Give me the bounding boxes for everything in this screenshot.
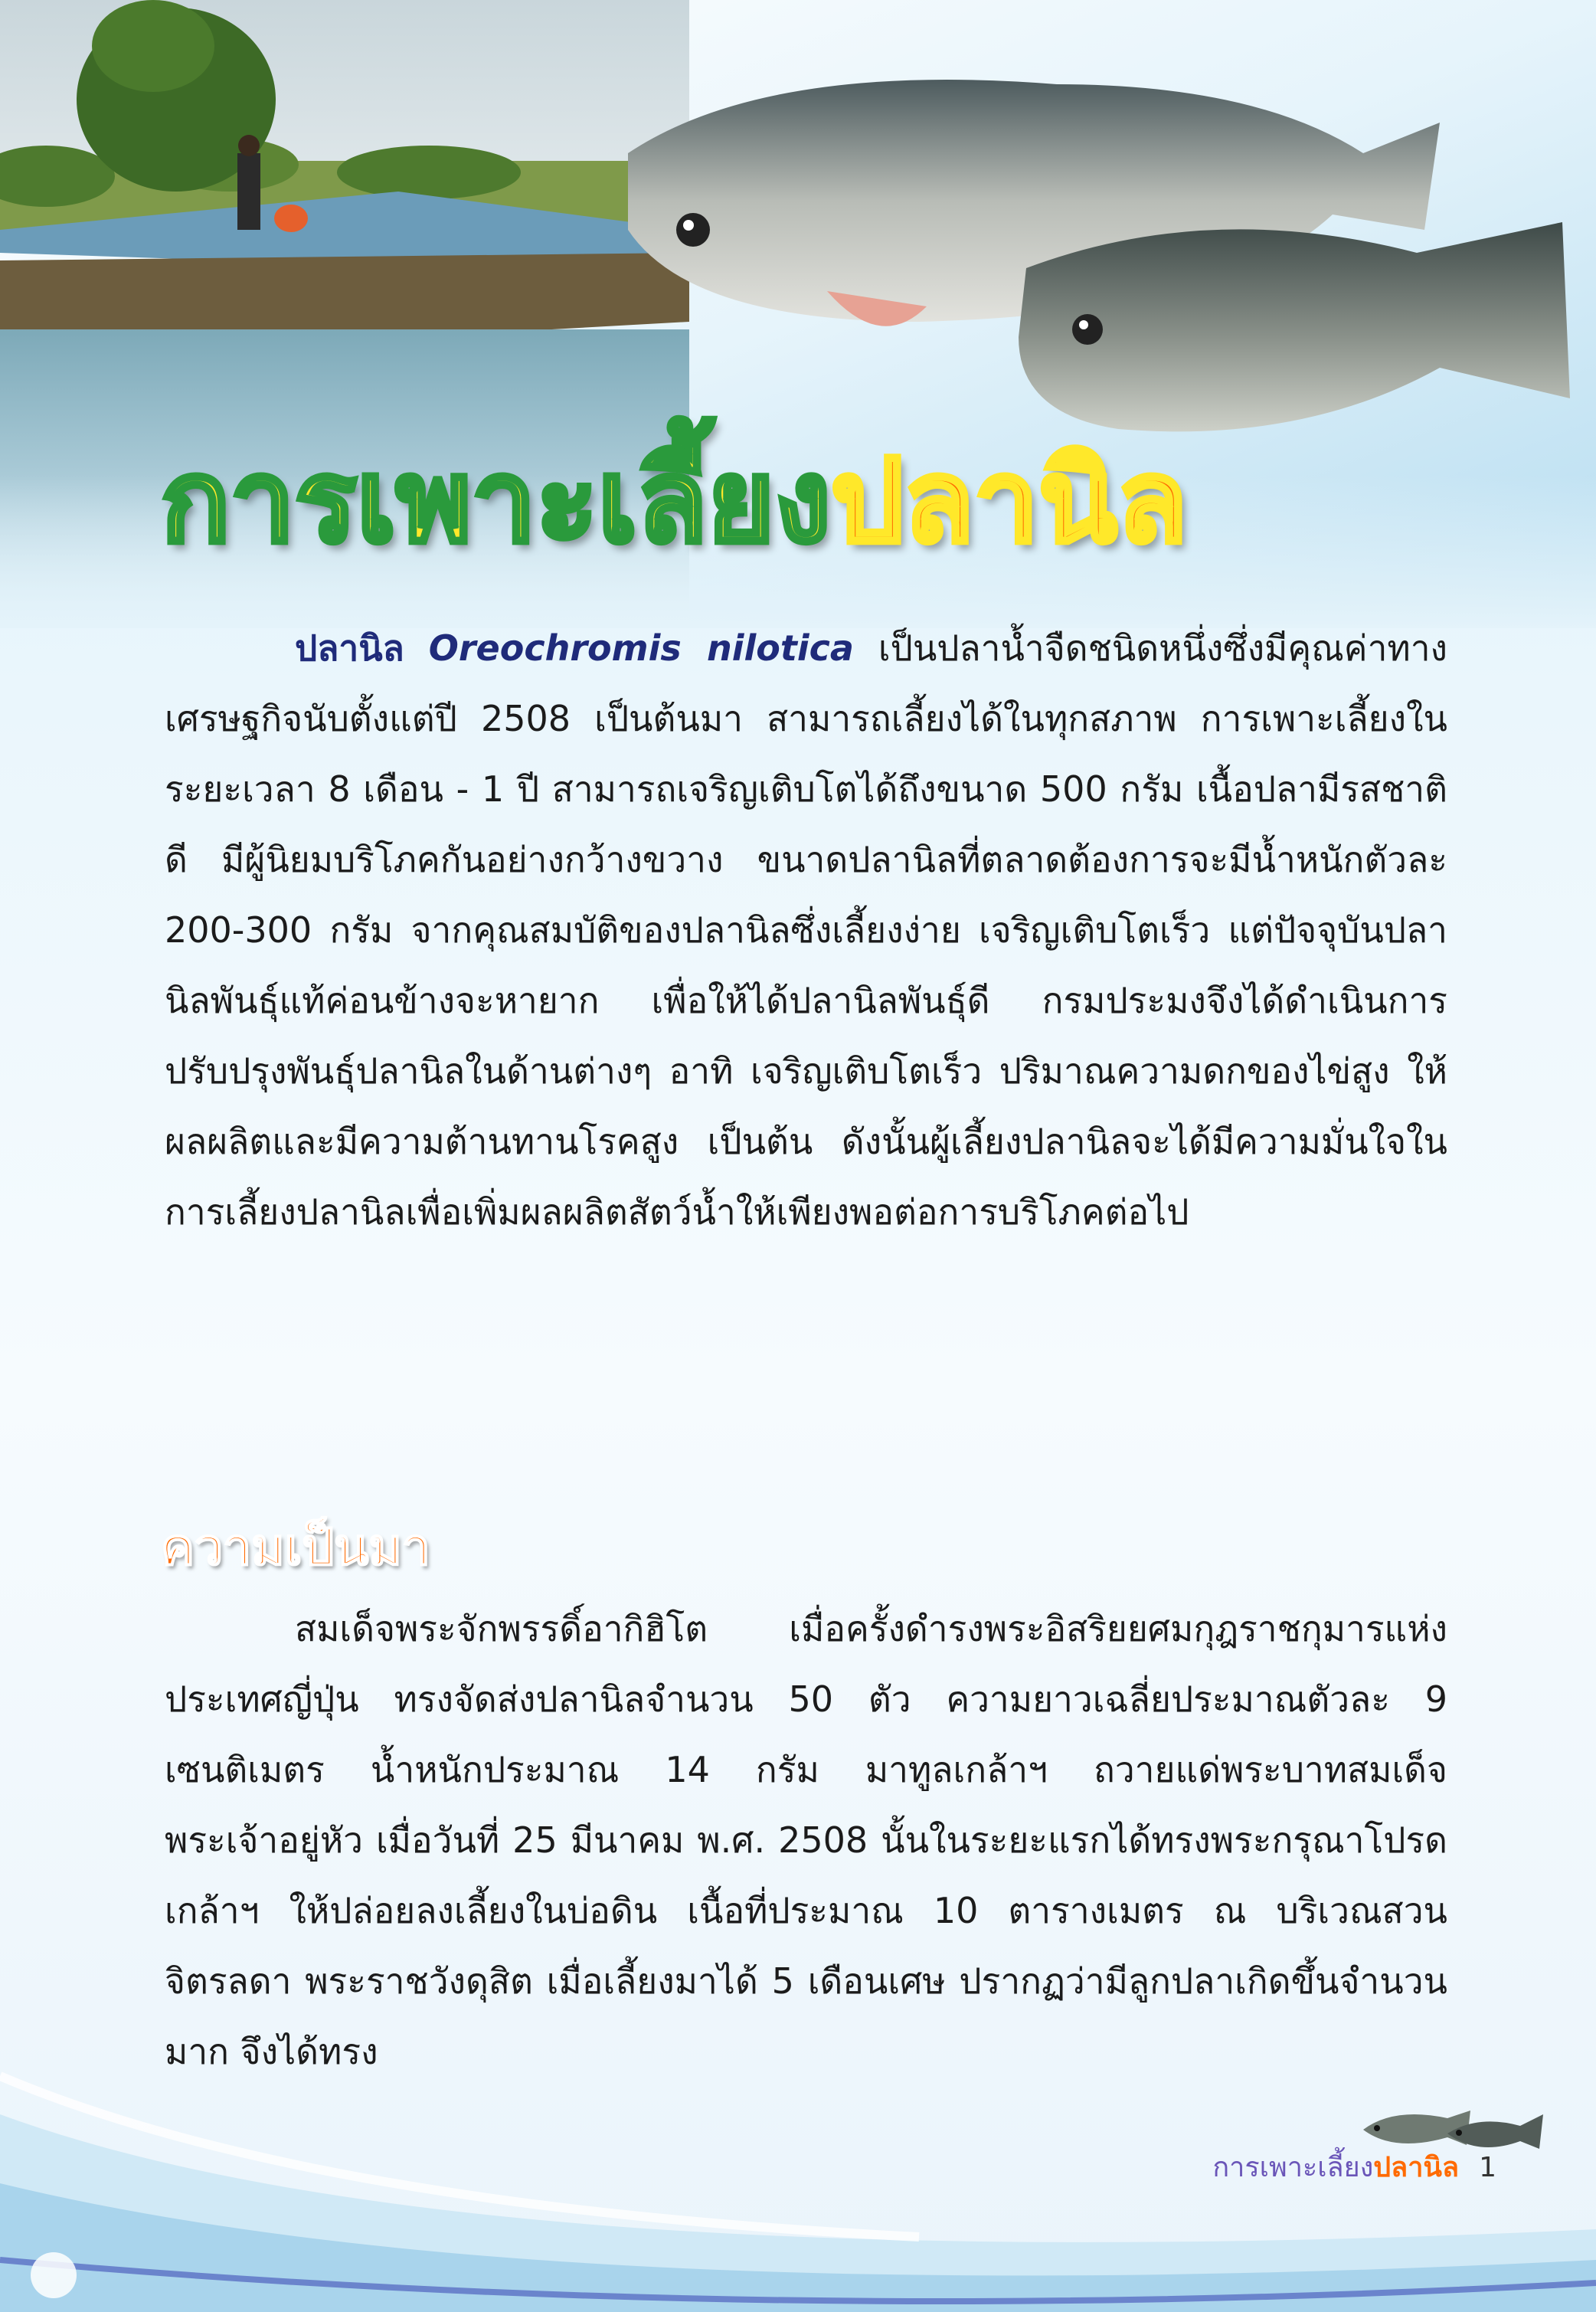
page-title (161, 429, 1310, 575)
scientific-name: Oreochromis nilotica (428, 627, 854, 669)
intro-text: เป็นปลาน้ำจืดชนิดหนึ่งซึ่งมีคุณค่าทางเศรษฐกิจนับตั้งแต่ปี 2508 เป็นต้นมา สามารถเลี้ยงได้ในทุกสภาพ การเพาะเลี้ยงในระยะเวลา 8 เดือน - 1 ปี สามารถเจริญเติบโตได้ถึงขนาด 500 กรัม เนื้อปลามีรสชาติดี มีผู้นิยมบริโภคกันอย่างกว้างขวาง ขนาดปลานิลที่ตลาดต้องการจะมีน้ำหนักตัวละ 200-300 กรัม จากคุณสมบัติของปลานิลซึ่งเลี้ยงง่าย เจริญเติบโตเร็ว แต่ปัจจุบันปลานิลพันธุ์แท้ค่อนข้างจะหายาก เพื่อให้ได้ปลานิลพันธุ์ดี กรมประมงจึงได้ดำเนินการปรับปรุงพันธุ์ปลานิลในด้านต่างๆ อาทิ เจริญเติบโตเร็ว ปริมาณความดกของไข่สูง ให้ผลผลิตและมีความต้านทานโรคสูง เป็นต้น ดังนั้นผู้เลี้ยงปลานิลจะได้มีความมั่นใจในการเลี้ยงปลานิลเพื่อเพิ่มผลผลิตสัตว์น้ำให้เพียงพอต่อการบริโภคต่อไป (165, 627, 1448, 1233)
page-footer (1212, 2145, 1496, 2191)
history-text: สมเด็จพระจักพรรดิ์อากิฮิโต เมื่อครั้งดำรงพระอิสริยยศมกุฎราชกุมารแห่งประเทศญี่ปุ่น ทรงจัดส่งปลานิลจำนวน 50 ตัว ความยาวเฉลี่ยประมาณตัวละ 9 เซนติเมตร น้ำหนักประมาณ 14 กรัม มาทูลเกล้าฯ ถวายแด่พระบาทสมเด็จพระเจ้าอยู่หัว เมื่อวันที่ 25 มีนาคม พ.ศ. 2508 นั้นในระยะแรกได้ทรงพระกรุณาโปรดเกล้าฯ ให้ปล่อยลงเลี้ยงในบ่อดิน เนื้อที่ประมาณ 10 ตารางเมตร ณ บริเวณสวนจิตรลดา พระราชวังดุสิต เมื่อเลี้ยงมาได้ 5 เดือนเศษ ปรากฏว่ามีลูกปลาเกิดขึ้นจำนวนมาก จึงได้ทรง (165, 1608, 1447, 2072)
intro-paragraph (165, 613, 1447, 1247)
history-heading: ความเป็นมา (161, 1518, 430, 1577)
intro-name: ปลานิล (295, 627, 404, 669)
title-part1: การเพาะเลี้ยง (161, 435, 831, 568)
footer-title-part2: ปลานิล (1373, 2152, 1460, 2183)
footer-title-part1: การเพาะเลี้ยง (1212, 2152, 1374, 2183)
page-number: 1 (1479, 2152, 1496, 2183)
title-part2: ปลานิล (830, 435, 1188, 568)
